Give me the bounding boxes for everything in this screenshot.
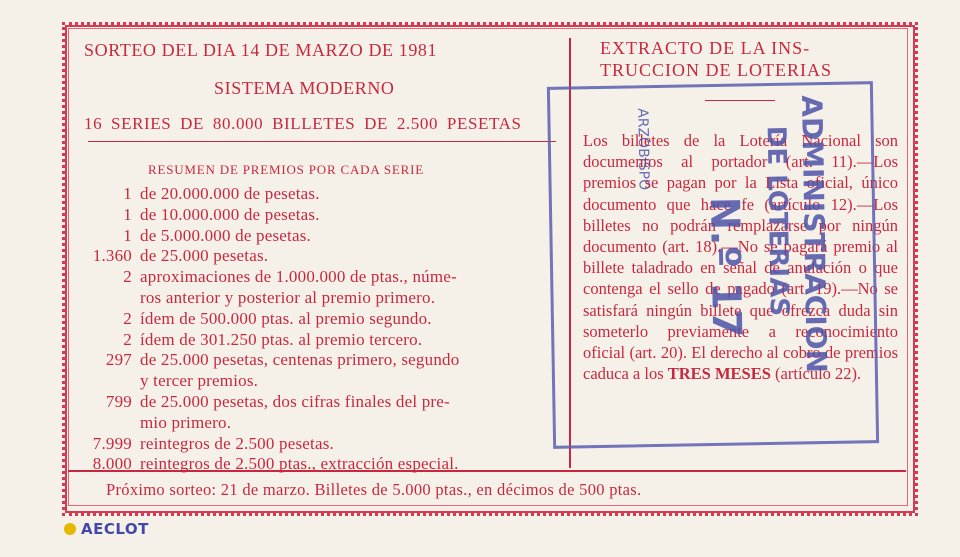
series-line: 16 SERIES DE 80.000 BILLETES DE 2.500 PESETAS [84,114,522,133]
prize-qty: 1 [123,184,132,203]
administration-stamp [547,81,879,449]
extract-title-line2: TRUCCION DE LOTERIAS [600,60,832,80]
prize-qty: 297 [105,350,132,370]
prize-text: ros anterior y posterior al premio primero. [140,288,436,307]
system-label: SISTEMA MODERNO [214,78,395,98]
extract-bold: TRES MESES [667,364,771,384]
prize-text: mio primero. [140,412,232,432]
stamp-line3: N.º 17 [700,196,750,339]
prize-qty: 1.360 [92,246,132,266]
rule [88,141,556,142]
aeclot-logo [64,520,149,538]
prize-text: de 5.000.000 de pesetas. [140,225,311,245]
prize-text: ídem de 301.250 ptas. al premio tercero. [140,329,423,349]
prize-text: de 25.000 pesetas. [140,246,269,266]
prize-text: y tercer premios. [140,371,259,391]
logo-icon [64,523,76,535]
prize-qty: 1 [123,225,132,245]
prize-qty: 2 [123,308,132,328]
prize-text: de 25.000 pesetas, centenas primero, segundo [140,350,460,370]
prize-qty: 2 [123,267,132,287]
extract-title-line1: EXTRACTO DE LA INS- [600,38,811,58]
prize-text: ídem de 500.000 ptas. al premio segundo. [140,308,432,328]
stamp-line2: DE LOTERIAS [760,125,794,317]
prize-qty: 799 [105,392,132,411]
extract-end: (artículo 22). [775,364,862,384]
prize-qty: 8.000 [92,454,132,474]
next-draw-footer: Próximo sorteo: 21 de marzo. Billetes de 5.000 ptas., en décimos de 500 ptas. [106,480,642,499]
prize-text: de 20.000.000 de pesetas. [140,184,320,203]
draw-date-heading: SORTEO DEL DIA 14 DE MARZO DE 1981 [84,40,438,60]
stamp-line4: ARZOBISPO [634,108,652,191]
prize-text: de 25.000 pesetas, dos cifras finales del pre- [140,392,450,411]
prize-qty: 7.999 [92,433,132,453]
prize-text: reintegros de 2.500 pesetas. [140,433,334,453]
extract-text: Los billetes de la Lotería Nacional son documentos al portador (art. 11).—Los premios se pagan por la Lista oficial, único documento que hace fe (artículo 12).—Los billetes no podrán remplazarse por ningún documento (art. 18).—No se pagará premio al billete taladrado en señal de anulación o que contenga el sello de pagado (art. 19).—No se satisfará ningún billete que ofrezca duda sin someterlo previamente a reconocimiento oficial (art. 20). El derecho al cobro de premios caduca a los [583,131,898,384]
summary-title: RESUMEN DE PREMIOS POR CADA SERIE [148,162,424,177]
prize-qty: 2 [123,329,132,349]
stamp-line1: ADMINISTRACION [795,94,833,374]
prize-text: de 10.000.000 de pesetas. [140,204,320,224]
prize-qty: 1 [123,204,132,224]
logo-text: AECLOT [81,520,149,538]
prize-text: aproximaciones de 1.000.000 de ptas., núme- [140,267,457,287]
prize-text: reintegros de 2.500 ptas., extracción especial. [140,454,459,474]
